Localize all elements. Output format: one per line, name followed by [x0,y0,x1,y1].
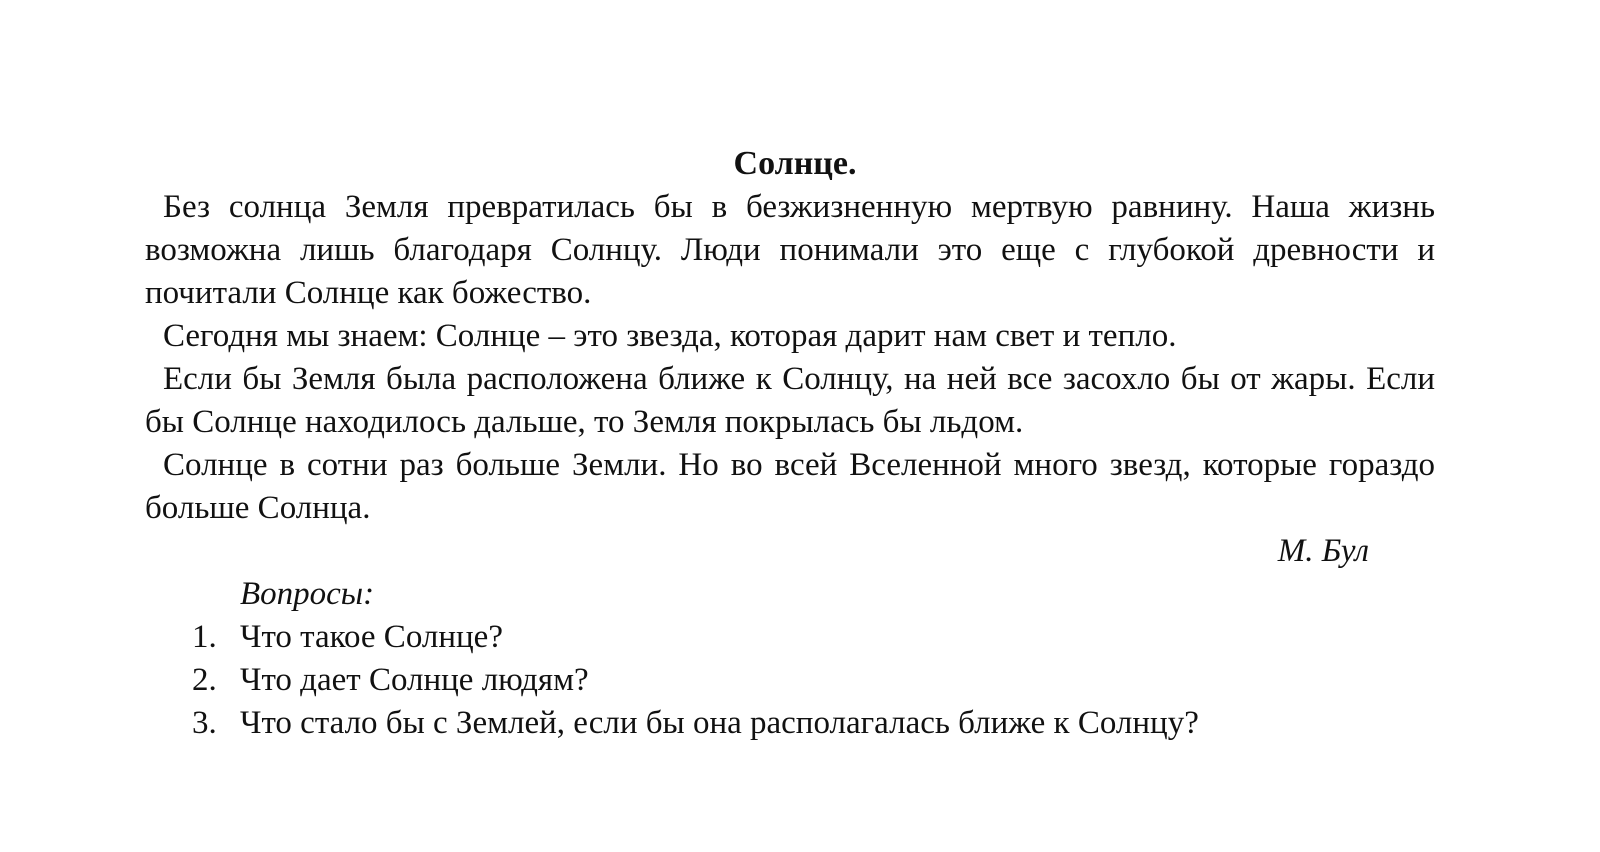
question-number: 1. [192,619,217,655]
question-item [145,702,1435,745]
question-number: 3. [192,705,217,741]
question-item [145,659,1435,702]
questions-heading: Вопросы: [240,576,375,612]
author-signature: М. Бул [1277,533,1369,569]
questions-list [145,616,1435,745]
paragraph-1: Без солнца Земля превратилась бы в безжизненную мертвую равнину. Наша жизнь возможна лишь благодаря Солнцу. Люди понимали это еще с глубокой древности и почитали Солнце как божество. [145,189,1435,311]
question-item [145,616,1435,659]
document-title: Солнце. [733,145,857,182]
paragraph-2: Сегодня мы знаем: Солнце – это звезда, которая дарит нам свет и тепло. [163,318,1177,354]
question-text: Что стало бы с Землей, если бы она располагалась ближе к Солнцу? [240,705,1199,741]
question-number: 2. [192,662,217,698]
paragraph-4: Солнце в сотни раз больше Земли. Но во всей Вселенной много звезд, которые гораздо больше Солнца. [145,447,1435,526]
document-page [145,142,1435,745]
question-text: Что дает Солнце людям? [240,662,589,698]
paragraph-3: Если бы Земля была расположена ближе к Солнцу, на ней все засохло бы от жары. Если бы Солнце находилось дальше, то Земля покрылась бы льдом. [145,361,1435,440]
question-text: Что такое Солнце? [240,619,503,655]
